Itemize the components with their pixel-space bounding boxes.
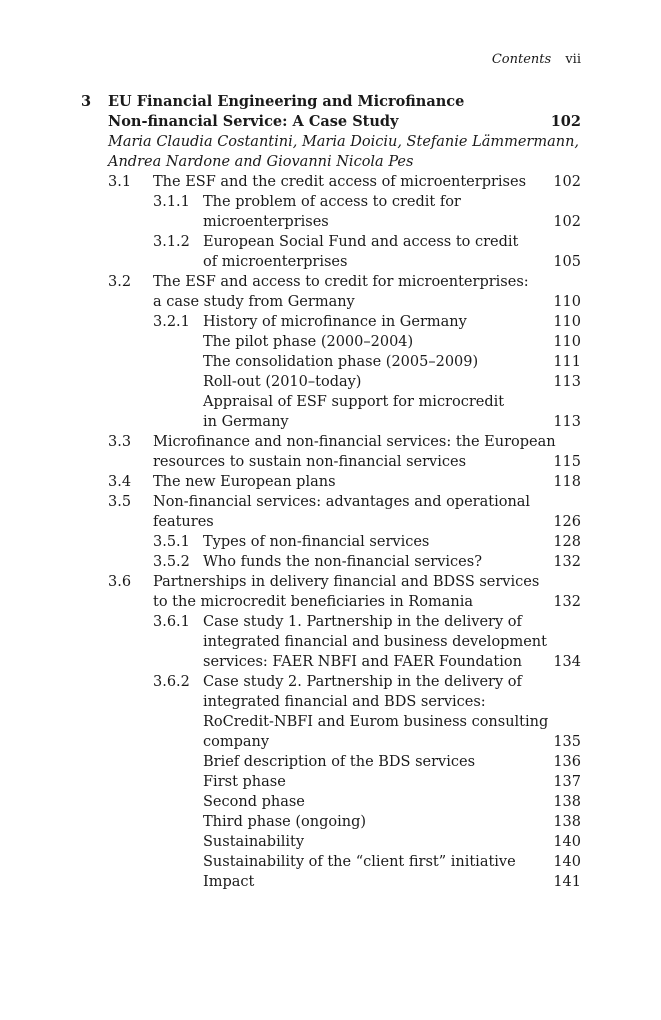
toc-entry-title: Sustainability [203,834,305,850]
toc-entry-number: 3.6.2 [153,674,190,690]
toc-entry-title: Non-financial services: advantages and operational [153,494,531,510]
toc-entry-line [81,372,581,392]
toc-entry-line [81,292,581,312]
toc-entry-line [81,532,581,552]
toc-entry-page-number: 111 [553,354,581,370]
toc-entry-line [81,232,581,252]
chapter-title-line-2: Non-financial Service: A Case Study [108,113,399,130]
toc-entry-title: Sustainability of the “client first” initiative [203,854,516,870]
toc-entry-title: resources to sustain non-financial services [153,454,467,470]
toc-entry-title: Who funds the non-financial services? [203,554,482,570]
toc-entry-title: Types of non-financial services [203,534,430,550]
table-of-contents [81,92,581,892]
running-head-label: Contents [491,52,552,67]
running-head-page-number: vii [565,52,581,67]
toc-entry-number: 3.5.1 [153,534,190,550]
toc-entry-line [81,692,581,712]
toc-entry-page-number: 102 [553,174,581,190]
toc-entry-title: to the microcredit beneficiaries in Romania [153,594,473,610]
toc-entry-line [81,812,581,832]
chapter-authors-line-2 [81,152,581,172]
toc-entry-line [81,192,581,212]
toc-entry-title: company [203,734,270,750]
toc-entry-line [81,572,581,592]
toc-entry-number: 3.6.1 [153,614,190,630]
toc-entry-title: Brief description of the BDS services [203,754,476,770]
toc-entry-line [81,872,581,892]
toc-entry-page-number: 136 [553,754,581,770]
toc-entry-title: Case study 2. Partnership in the delivery of [203,674,522,690]
chapter-authors-text-1: Maria Claudia Costantini, Maria Doiciu, Stefanie Lämmermann, [108,134,580,150]
toc-entry-line [81,492,581,512]
toc-entry-number: 3.6 [108,574,132,590]
chapter-heading-line-1 [81,92,581,112]
toc-entry-line [81,792,581,812]
toc-entry-title: Microfinance and non-financial services: the European [153,434,556,450]
toc-entry-number: 3.3 [108,434,132,450]
toc-entry-page-number: 110 [553,294,581,310]
toc-entry-line [81,472,581,492]
toc-entry-number: 3.5.2 [153,554,190,570]
toc-entry-line [81,712,581,732]
toc-entry-title: Roll-out (2010–today) [203,374,362,390]
toc-entry-line [81,352,581,372]
toc-entry-title: Case study 1. Partnership in the delivery of [203,614,522,630]
toc-entry-line [81,772,581,792]
toc-entry-line [81,512,581,532]
chapter-page-number: 102 [550,113,581,130]
toc-entry-line [81,832,581,852]
toc-entry-title: of microenterprises [203,254,348,270]
toc-entry-title: microenterprises [203,214,329,230]
toc-entry-page-number: 134 [553,654,581,670]
toc-entry-page-number: 140 [553,834,581,850]
toc-entry-number: 3.4 [108,474,132,490]
toc-entry-title: The ESF and the credit access of microenterprises [153,174,527,190]
toc-entry-line [81,612,581,632]
toc-entry-page-number: 140 [553,854,581,870]
toc-entry-line [81,632,581,652]
toc-entry-line [81,752,581,772]
toc-entry-line [81,412,581,432]
toc-entry-title: Second phase [203,794,305,810]
toc-entry-page-number: 113 [553,414,581,430]
toc-entry-title: services: FAER NBFI and FAER Foundation [203,654,522,670]
toc-entry-title: in Germany [203,414,289,430]
toc-entry-title: The consolidation phase (2005–2009) [203,354,479,370]
toc-entry-title: integrated financial and business development [203,634,547,650]
toc-entry-page-number: 118 [553,474,581,490]
chapter-heading-line-2 [81,112,581,132]
toc-entry-title: First phase [203,774,286,790]
toc-entry-page-number: 126 [553,514,581,530]
toc-entry-line [81,592,581,612]
toc-entry-line [81,672,581,692]
toc-entry-line [81,552,581,572]
toc-entry-line [81,252,581,272]
toc-entry-title: European Social Fund and access to credit [203,234,519,250]
toc-entry-title: The pilot phase (2000–2004) [203,334,414,350]
toc-entry-page-number: 102 [553,214,581,230]
toc-entry-number: 3.2.1 [153,314,190,330]
toc-entry-line [81,392,581,412]
chapter-title-line-1: EU Financial Engineering and Microfinance [108,93,465,110]
toc-entry-page-number: 138 [553,814,581,830]
toc-entry-title: RoCredit-NBFI and Eurom business consulting [203,714,549,730]
toc-entry-line [81,312,581,332]
toc-entry-title: The new European plans [153,474,336,490]
toc-entry-title: Third phase (ongoing) [203,814,367,830]
toc-entry-number: 3.1.2 [153,234,190,250]
toc-entry-line [81,652,581,672]
toc-entry-page-number: 110 [553,314,581,330]
toc-entry-title: features [153,514,214,530]
toc-entry-title: Impact [203,874,255,890]
toc-entry-title: The ESF and access to credit for microenterprises: [153,274,529,290]
toc-entry-number: 3.1 [108,174,132,190]
toc-entry-title: History of microfinance in Germany [203,314,467,330]
chapter-authors-line-1 [81,132,581,152]
toc-entry-page-number: 110 [553,334,581,350]
toc-entry-page-number: 128 [553,534,581,550]
toc-entry-line [81,432,581,452]
toc-entry-title: The problem of access to credit for [203,194,461,210]
toc-entry-line [81,852,581,872]
toc-entry-title: integrated financial and BDS services: [203,694,486,710]
toc-entry-line [81,272,581,292]
toc-entry-page-number: 137 [553,774,581,790]
toc-entry-number: 3.1.1 [153,194,190,210]
toc-entry-line [81,452,581,472]
toc-entry-page-number: 132 [553,554,581,570]
running-head [492,51,581,69]
toc-entry-page-number: 105 [553,254,581,270]
chapter-number: 3 [81,93,92,110]
toc-entry-number: 3.2 [108,274,132,290]
toc-entry-page-number: 113 [553,374,581,390]
chapter-authors-text-2: Andrea Nardone and Giovanni Nicola Pes [108,154,414,170]
toc-entry-page-number: 141 [553,874,581,890]
toc-entries [81,172,581,892]
toc-entry-title: Partnerships in delivery financial and BDSS services [153,574,540,590]
toc-entry-title: a case study from Germany [153,294,355,310]
toc-entry-line [81,332,581,352]
toc-entry-line [81,172,581,192]
toc-entry-number: 3.5 [108,494,132,510]
toc-entry-line [81,732,581,752]
toc-entry-page-number: 132 [553,594,581,610]
toc-entry-line [81,212,581,232]
toc-entry-page-number: 138 [553,794,581,810]
toc-entry-page-number: 115 [553,454,581,470]
toc-entry-title: Appraisal of ESF support for microcredit [203,394,505,410]
toc-entry-page-number: 135 [553,734,581,750]
